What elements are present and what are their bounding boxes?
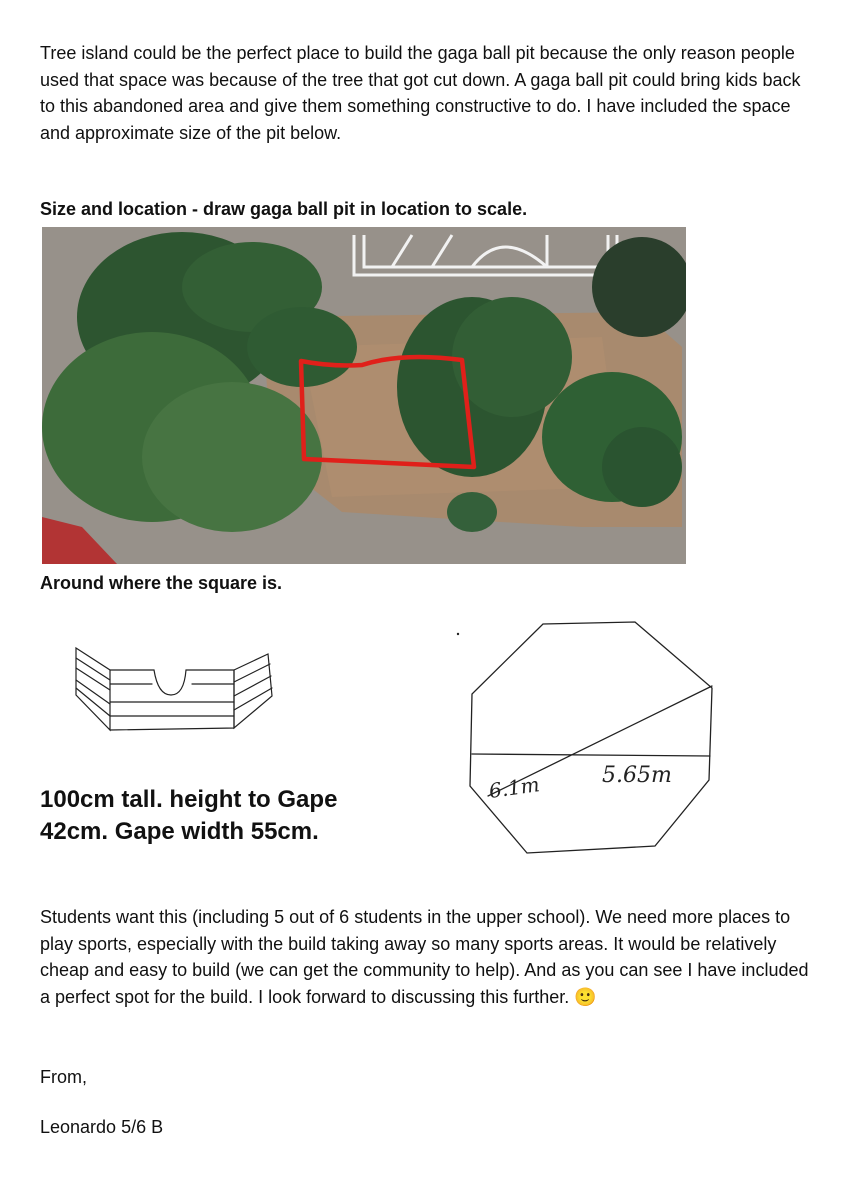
signature-line: Leonardo 5/6 B xyxy=(40,1117,164,1137)
side-label: 5.65m xyxy=(602,763,672,788)
diagonal-label: 6.1m xyxy=(487,772,541,803)
dimensions-line-1: 100cm tall. height to Gape xyxy=(40,786,338,813)
image-caption: Around where the square is. xyxy=(40,573,283,593)
from-line: From, xyxy=(40,1067,87,1087)
size-location-heading: Size and location - draw gaga ball pit in location to scale. xyxy=(40,199,528,219)
intro-paragraph: Tree island could be the perfect place to build the gaga ball pit because the only reason people used that space was because of the tree that got cut down. A gaga ball pit could bring kids back to this abandoned area and give them something constructive to do. I have included the space and approximate size of the pit below. xyxy=(40,43,801,143)
pit-dimensions xyxy=(40,784,337,848)
closing-paragraph: Students want this (including 5 out of 6 students in the upper school). We need more places to play sports, especially with the build taking away so many sports areas. It would be relatively cheap and easy to build (we can get the community to help). And as you can see I have included a perfect spot for the build. I look forward to discussing this further. 🙂 xyxy=(40,907,809,1007)
dimensions-line-2: 42cm. Gape width 55cm. xyxy=(40,818,319,845)
pit-wall-sketch xyxy=(68,640,278,740)
octagon-pit-diagram xyxy=(450,608,750,868)
aerial-map-image xyxy=(42,227,686,564)
